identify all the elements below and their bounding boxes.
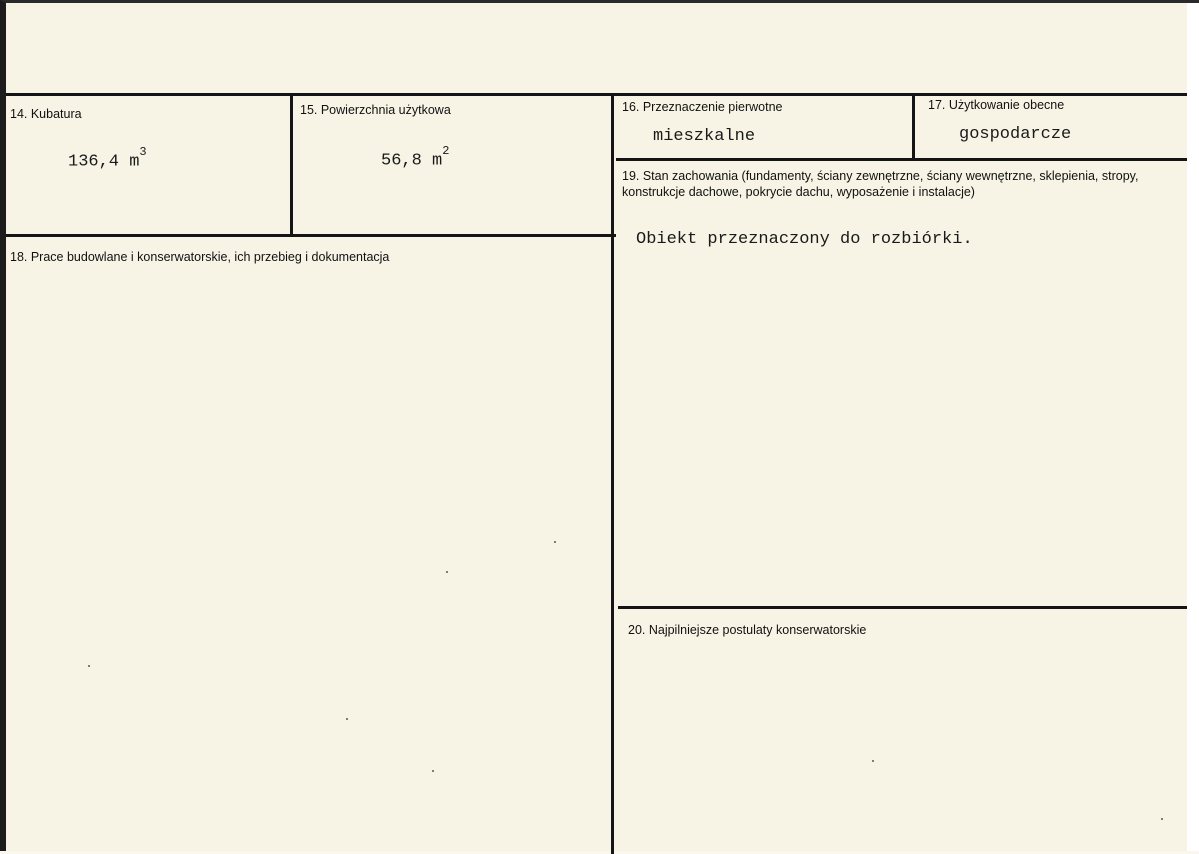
stan-value: Obiekt przeznaczony do rozbiórki. bbox=[636, 230, 973, 249]
przeznaczenie-value: mieszkalne bbox=[653, 127, 756, 146]
uzytkowanie-label: 17. Użytkowanie obecne bbox=[928, 98, 1065, 112]
kubatura-label: 14. Kubatura bbox=[10, 107, 82, 121]
postulaty-label: 20. Najpilniejsze postulaty konserwatorskie bbox=[628, 623, 867, 637]
rule-col-main bbox=[611, 93, 614, 854]
uzytkowanie-value: gospodarcze bbox=[959, 125, 1072, 144]
paper-speck bbox=[554, 541, 556, 543]
rule-top bbox=[6, 93, 1191, 96]
paper-speck bbox=[346, 718, 348, 720]
rule-section20 bbox=[618, 606, 1191, 609]
kubatura-value: 136,4 $m^3$ bbox=[68, 145, 147, 172]
rule-row1-left bbox=[6, 234, 616, 237]
stan-label: 19. Stan zachowania (fundamenty, ściany zewnętrzne, ściany wewnętrzne, sklepienia, stropy, konstrukcje dachowe, pokrycie dachu, wyposażenie i instalacje) bbox=[622, 169, 1139, 199]
rule-col-14-15 bbox=[290, 93, 293, 237]
powierzchnia-label: 15. Powierzchnia użytkowa bbox=[300, 103, 451, 117]
powierzchnia-value: 56,8 $m^2$ bbox=[381, 144, 450, 171]
przeznaczenie-label: 16. Przeznaczenie pierwotne bbox=[622, 100, 783, 114]
paper-speck bbox=[1161, 818, 1163, 820]
paper-speck bbox=[446, 571, 448, 573]
rule-col-16-17 bbox=[912, 93, 915, 161]
paper-speck bbox=[872, 760, 874, 762]
rule-row1-right bbox=[616, 158, 1191, 161]
paper-speck bbox=[432, 770, 434, 772]
paper-speck bbox=[88, 665, 90, 667]
prace-label: 18. Prace budowlane i konserwatorskie, ich przebieg i dokumentacja bbox=[10, 250, 390, 264]
